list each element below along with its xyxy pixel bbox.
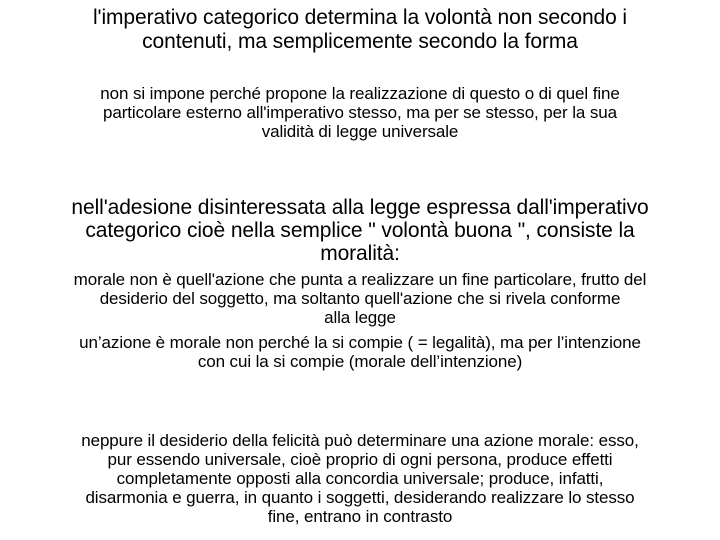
morality-paragraph [0, 196, 720, 265]
explanation-paragraph [0, 84, 720, 141]
intention-paragraph [0, 333, 720, 371]
text-line: un’azione è morale non perché la si compie ( = legalità), ma per l’intenzione [79, 333, 641, 352]
text-line: moralità: [320, 242, 400, 265]
text-line: non si impone perché propone la realizzazione di questo o di quel fine [100, 84, 620, 103]
text-line: disarmonia e guerra, in quanto i soggetti, desiderando realizzare lo stesso [85, 488, 635, 507]
text-line: neppure il desiderio della felicità può determinare una azione morale: esso, [81, 431, 639, 450]
text-line: nell'adesione disinteressata alla legge espressa dall'imperativo [71, 196, 649, 219]
text-line: particolare esterno all'imperativo stesso, ma per se stesso, per la sua [103, 103, 617, 122]
text-line: fine, entrano in contrasto [267, 507, 453, 526]
text-line: l'imperativo categorico determina la volontà non secondo i [92, 6, 628, 29]
text-line: completamente opposti alla concordia universale; produce, infatti, [116, 469, 604, 488]
moral-action-paragraph [0, 270, 720, 327]
happiness-paragraph [0, 431, 720, 526]
text-line: contenuti, ma semplicemente secondo la forma [142, 30, 578, 53]
text-line: morale non è quell'azione che punta a realizzare un fine particolare, frutto del [73, 270, 647, 289]
text-line: con cui la si compie (morale dell’intenzione) [197, 352, 523, 371]
heading-paragraph [0, 6, 720, 54]
text-line: pur essendo universale, cioè proprio di ogni persona, produce effetti [107, 450, 613, 469]
text-line: alla legge [324, 308, 396, 327]
text-line: desiderio del soggetto, ma soltanto quell'azione che si rivela conforme [99, 289, 621, 308]
text-line: categorico cioè nella semplice " volontà buona ", consiste la [85, 219, 635, 242]
text-line: validità di legge universale [261, 122, 459, 141]
